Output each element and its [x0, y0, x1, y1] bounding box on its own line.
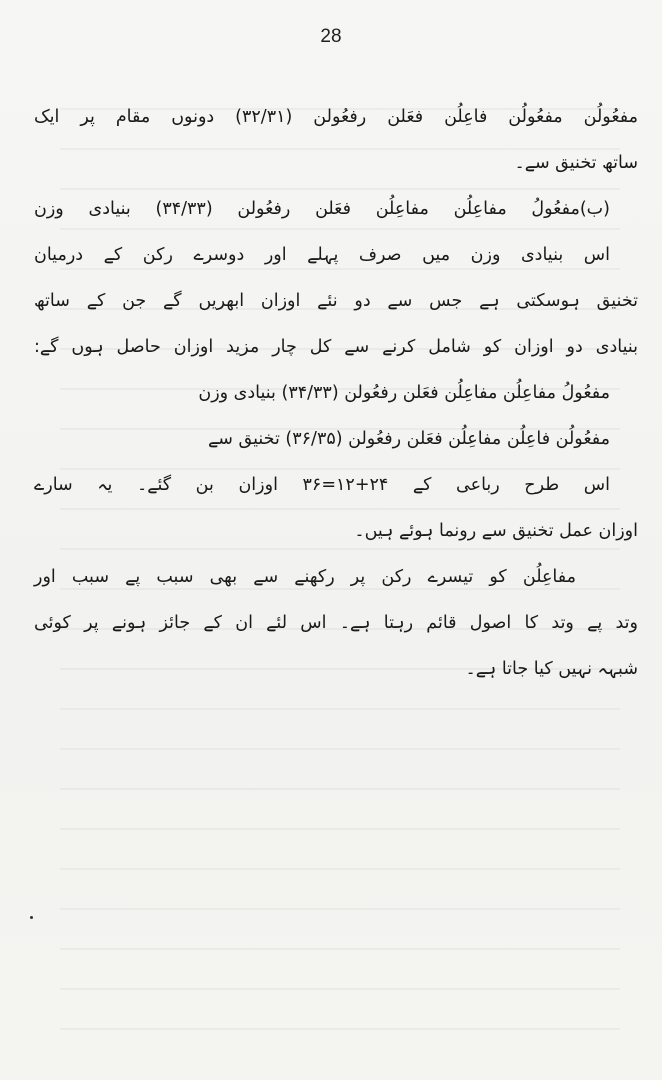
text-line: اوزان عمل تخنیق سے رونما ہوئے ہیں۔	[354, 521, 638, 541]
text-line: ساتھ تخنیق سے۔	[514, 153, 638, 173]
page-number: 28	[320, 26, 342, 47]
body-text	[34, 94, 638, 692]
text-line: (ب)مفعُولُ مفاعِلُن مفاعِلُن فعَلن رفعُولن (۳۴/۳۳) بنیادی وزن	[34, 199, 610, 219]
text-line: وتد پے وتد کا اصول قائم رہتا ہے۔ اس لئے ان کے جائز ہونے پر کوئی	[34, 613, 638, 633]
text-line: مفعُولُن فاعِلُن مفاعِلُن فعَلن رفعُولن (۳۶/۳۵) تخنیق سے	[208, 429, 610, 449]
text-line: اس طرح رباعی کے ۲۴+۱۲=۳۶ اوزان بن گئے۔ یہ سارے	[34, 475, 610, 495]
text-line: شبہہ نہیں کیا جاتا ہے۔	[465, 659, 638, 679]
text-line: مفعُولُ مفاعِلُن مفاعِلُن فعَلن رفعُولن (۳۴/۳۳) بنیادی وزن	[198, 383, 610, 403]
text-line: مفاعِلُن کو تیسرے رکن پر رکھنے سے بھی سبب پے سبب اور	[34, 567, 576, 587]
text-line: مفعُولُن مفعُولُن فاعِلُن فعَلن رفعُولن (۳۲/۳۱) دونوں مقام پر ایک	[34, 107, 638, 127]
text-line: تخنیق ہوسکتی ہے جس سے دو نئے اوزان ابھریں گے جن کے ساتھ	[34, 291, 638, 311]
text-line: بنیادی دو اوزان کو شامل کرنے سے کل چار مزید اوزان حاصل ہوں گے:	[34, 337, 638, 357]
text-line: اس بنیادی وزن میں صرف پہلے اور دوسرے رکن کے درمیان	[34, 245, 610, 265]
scan-speck	[30, 916, 33, 919]
